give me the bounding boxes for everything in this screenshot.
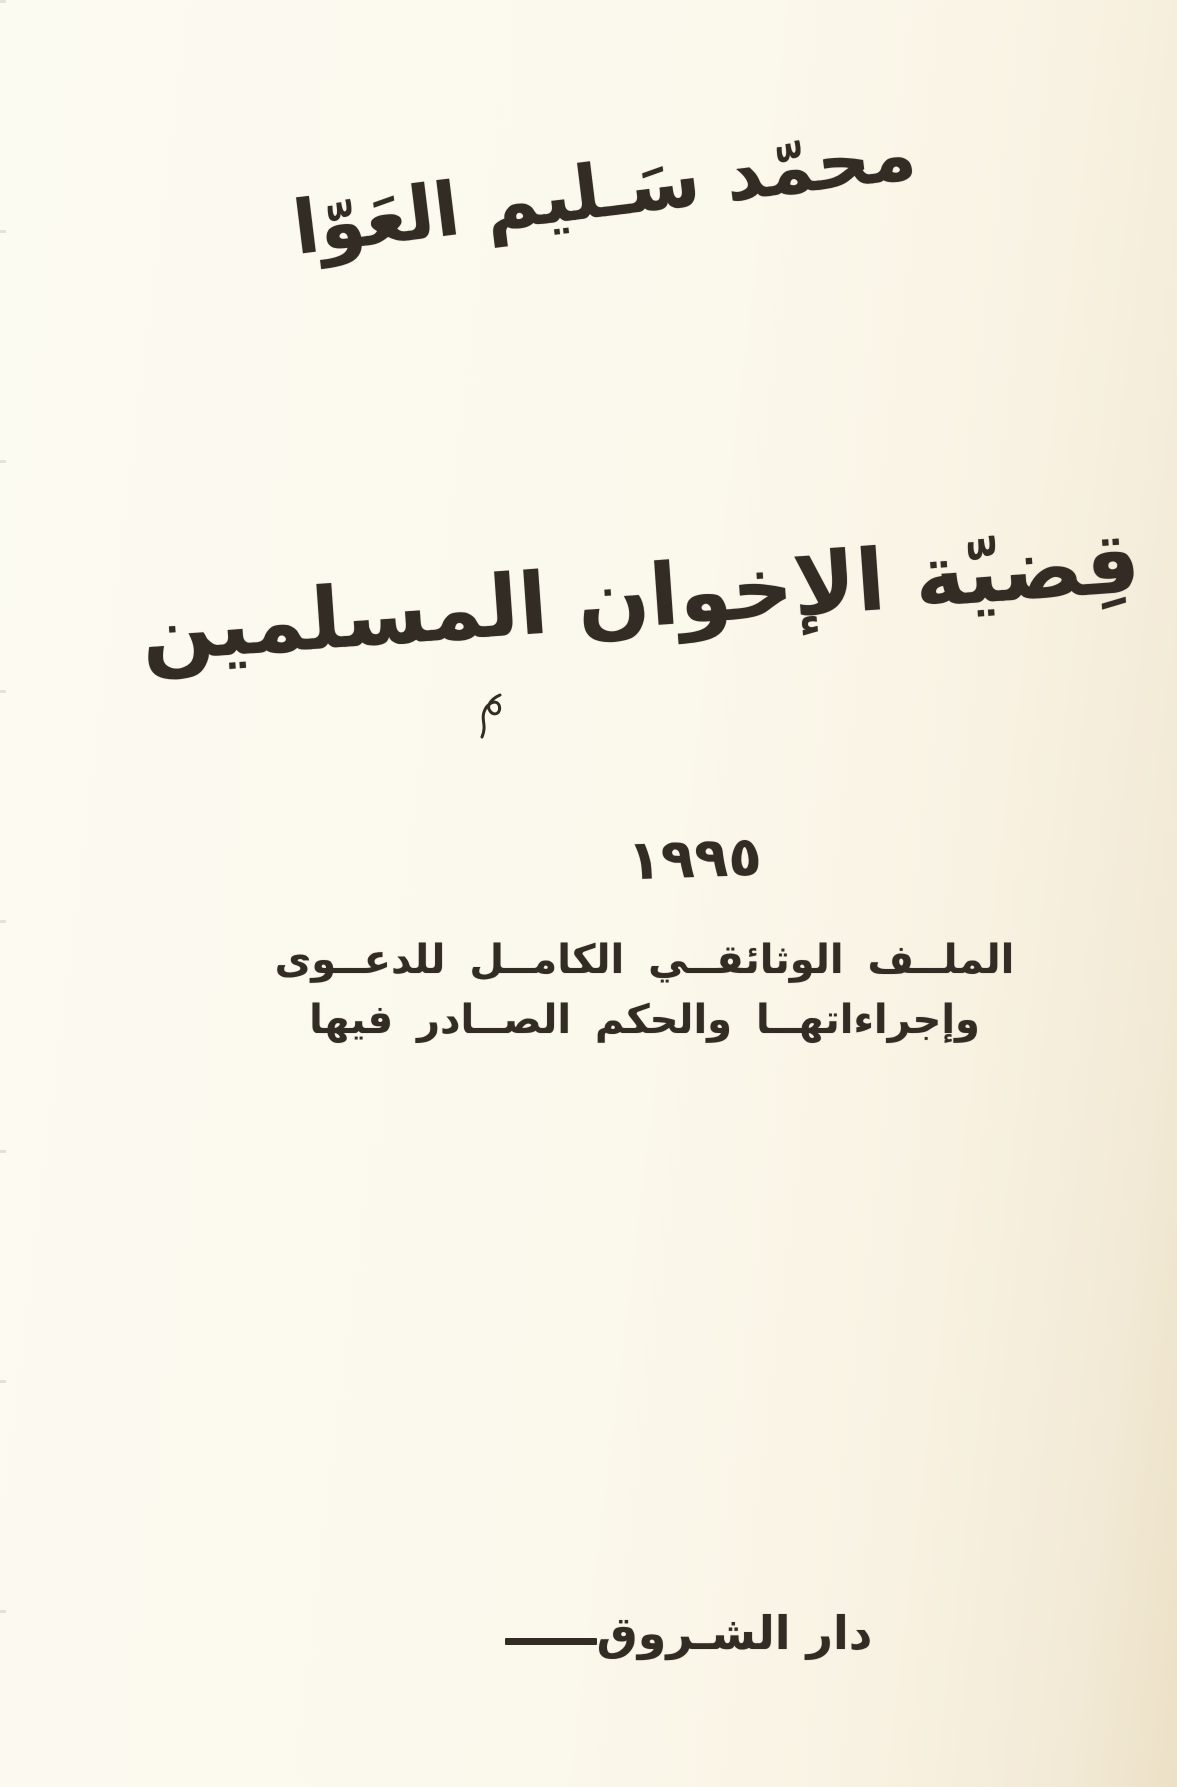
publisher-logo [100, 1606, 1177, 1660]
scan-edge-artifacts [0, 0, 6, 1787]
publisher-tail-stroke [505, 1638, 597, 1645]
author-name: محمّد سَـليم العَوّا [288, 110, 921, 272]
publication-year: ١٩٩٥ [626, 823, 763, 893]
calligraphic-flourish-icon [478, 692, 508, 744]
subtitle-line-2: وإجراءاتهــا والحكم الصــادر فيها [309, 997, 980, 1043]
book-title: قِضيّة الإخوان المسلمين [137, 513, 1144, 682]
subtitle-line-1: الملــف الوثائقــي الكامــل للدعــوى [274, 937, 1015, 983]
publisher-name: دار الشـروق [596, 1606, 873, 1660]
subtitle [56, 930, 1177, 1050]
